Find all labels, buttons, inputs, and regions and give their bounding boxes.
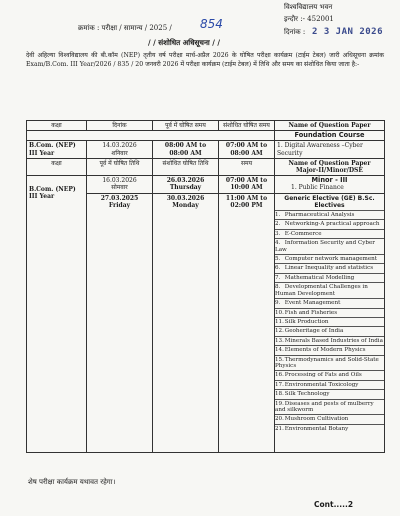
minor-time: 07:00 AM to 10:00 AM [219,176,275,193]
ge-elective-item [275,370,384,379]
ge-elective-item [275,326,384,335]
minor-heading: Minor - III [311,176,348,185]
ge-elective-item [275,210,384,219]
ge-elective-title: Environmental Toxicology [284,381,359,388]
ge-elective-number: 21. [275,425,284,432]
ge-elective-title: Processing of Fats and Oils [284,372,362,379]
notice-paragraph: देवी अहिल्या विश्वविद्यालय की बी.कॉम (NEP) तृतीय वर्ष परीक्षा मार्च-अप्रैल 2026 के घोषित परीक्षा कार्यक्रम (टाईम टेबल) जारी अधिसूचना क्रमांक Exam/B.Com. III Year/2026 / 835 / 20 जनवरी 2026 में परीक्षा कार्यक्रम (टाईम टेबल) में तिथि और समय का संशोधित किया जाता है:- [26,52,384,68]
continued-marker: Cont.....2 [314,500,354,509]
ge-elective-item [275,414,384,423]
col-time-header: समय [219,158,275,175]
university-name: विश्वविद्यालय भवन [284,3,333,11]
ge-time: 11:00 AM to 02:00 PM [219,193,275,452]
foundation-day: शनिवार [111,149,128,157]
ge-elective-item [275,317,384,326]
minor-prev-day: सोमवार [111,184,128,192]
ge-elective-title: Computer network management [284,256,378,263]
ge-elective-title: Silk Production [284,318,329,325]
reference-prefix: क्रमांक : परीक्षा / सामान्य / 2025 / [78,24,172,32]
foundation-date: 14.03.2026 [102,142,137,150]
foundation-prev-time: 08:00 AM to 08:00 AM [153,141,219,158]
ge-elective-item [275,336,384,345]
ge-elective-item [275,380,384,389]
foundation-date-cell [87,141,153,158]
col-class-header: कक्षा [27,121,87,131]
ge-elective-number: 19. [275,400,284,407]
minor-rev-day: Thursday [169,184,202,192]
col-rev-date-header: संशोधित घोषित तिथि [153,158,219,175]
ge-elective-number: 1. [275,212,281,219]
ge-elective-number: 2. [275,221,281,228]
ge-elective-item [275,298,384,307]
ge-rev-date-cell [153,193,219,452]
ge-elective-item [275,263,384,272]
ge-elective-title: Event Management [284,300,341,307]
foundation-course-heading: Foundation Course [275,131,385,141]
ge-elective-title: Information Security and Cyber Law [275,240,375,253]
ge-elective-item [275,355,384,371]
ge-elective-item [275,345,384,354]
ge-elective-number: 8. [275,284,281,291]
ge-cell [275,193,385,452]
ge-elective-title: Linear Inequality and statistics [284,265,374,272]
col-class-header-2: कक्षा [27,158,87,175]
ge-elective-number: 7. [275,274,281,281]
ge-elective-number: 13. [275,337,284,344]
ge-rev-day: Monday [172,201,199,209]
col-paper-header: Name of Question Paper [275,121,385,131]
ge-elective-title: Thermodynamics and Solid-State Physics [275,356,379,369]
ge-elective-title: Silk Technology [284,391,330,398]
table-row [27,131,385,141]
ge-elective-title: Environmental Botany [284,425,349,432]
ge-prev-date-cell [87,193,153,452]
table-header-row [27,121,385,131]
minor-paper: 1. Public Finance [291,184,344,192]
minor-rev-date-cell [153,176,219,193]
ge-elective-title: E-Commerce [284,230,322,237]
reference-number [78,24,172,33]
col-date-header: दिनांक [87,121,153,131]
ge-elective-item [275,389,384,398]
ge-elective-item [275,282,384,298]
ge-elective-number: 9. [275,300,281,307]
ge-elective-item [275,424,384,433]
footer-note: शेष परीक्षा कार्यक्रम यथावत रहेगा। [28,478,116,486]
minor-rev-date: 26.03.2026 [166,177,205,185]
col-paper-header-2: Name of Question Paper Major-II/Minor/DSE [275,158,385,175]
ge-elective-title: Minerals Based Industries of India [284,337,383,344]
ge-elective-number: 17. [275,381,284,388]
ge-prev-date: 27.03.2025 [100,194,139,202]
minor-prev-date-cell [87,176,153,193]
ge-elective-title: Mushroom Cultivation [284,416,349,423]
city-pin: इन्दौर :- 452001 [284,15,334,23]
table-row [27,141,385,158]
ge-elective-number: 12. [275,328,284,335]
ge-elective-title: Developmental Challenges in Human Development [275,284,368,297]
ge-elective-title: Mathematical Modelling [284,274,355,281]
ge-elective-title: Networking-A practical approach [284,221,380,228]
ge-elective-item [275,399,384,415]
ge-elective-number: 14. [275,347,284,354]
ge-prev-day: Friday [108,201,131,209]
ge-heading: Generic Elective (GE) B.Sc. Electives [284,194,375,209]
ge-electives-list [275,210,384,433]
table-header-row [27,158,385,175]
table-row [27,176,385,193]
date-stamp: 2 3 JAN 2026 [312,27,384,37]
ge-elective-item [275,229,384,238]
ge-elective-number: 4. [275,240,281,247]
ge-elective-number: 11. [275,318,284,325]
ge-elective-title: Pharmaceutical Analysis [284,212,355,219]
foundation-class: B.Com. (NEP) III Year [27,141,87,158]
ge-elective-number: 6. [275,265,281,272]
ge-elective-title: Geoheritage of India [284,328,344,335]
ge-elective-number: 20. [275,416,284,423]
ge-elective-item [275,254,384,263]
ge-elective-title: Elements of Modern Physics [284,347,366,354]
ge-elective-item [275,238,384,254]
ge-elective-number: 15. [275,356,284,363]
minor-prev-date: 16.03.2026 [102,177,137,185]
notice-title: / / संशोधित अधिसूचना / / [148,38,221,47]
minor-cell [275,176,385,193]
col-rev-time-header: संशोधित घोषित समय [219,121,275,131]
foundation-paper: 1. Digital Awareness –Cyber Security [275,141,385,158]
ge-elective-number: 5. [275,256,281,263]
ge-elective-title: Diseases and pests of mulberry and silkworm [275,400,374,413]
ge-elective-number: 3. [275,230,281,237]
reference-number-handwritten: 854 [200,17,223,31]
ge-elective-item [275,273,384,282]
ge-elective-item [275,219,384,228]
ge-elective-number: 16. [275,372,284,379]
date-label: दिनांक : [284,28,306,36]
minor-class: B.Com. (NEP) III Year [27,176,87,452]
ge-elective-number: 18. [275,391,284,398]
ge-elective-number: 10. [275,309,284,316]
ge-rev-date: 30.03.2026 [166,194,205,202]
ge-elective-item [275,308,384,317]
timetable [26,120,385,453]
foundation-rev-time: 07:00 AM to 08:00 AM [219,141,275,158]
col-prev-time-header: पूर्व में घोषित समय [153,121,219,131]
ge-elective-title: Fish and Fisheries [284,309,338,316]
col-prev-date-header: पूर्व में घोषित तिथि [87,158,153,175]
